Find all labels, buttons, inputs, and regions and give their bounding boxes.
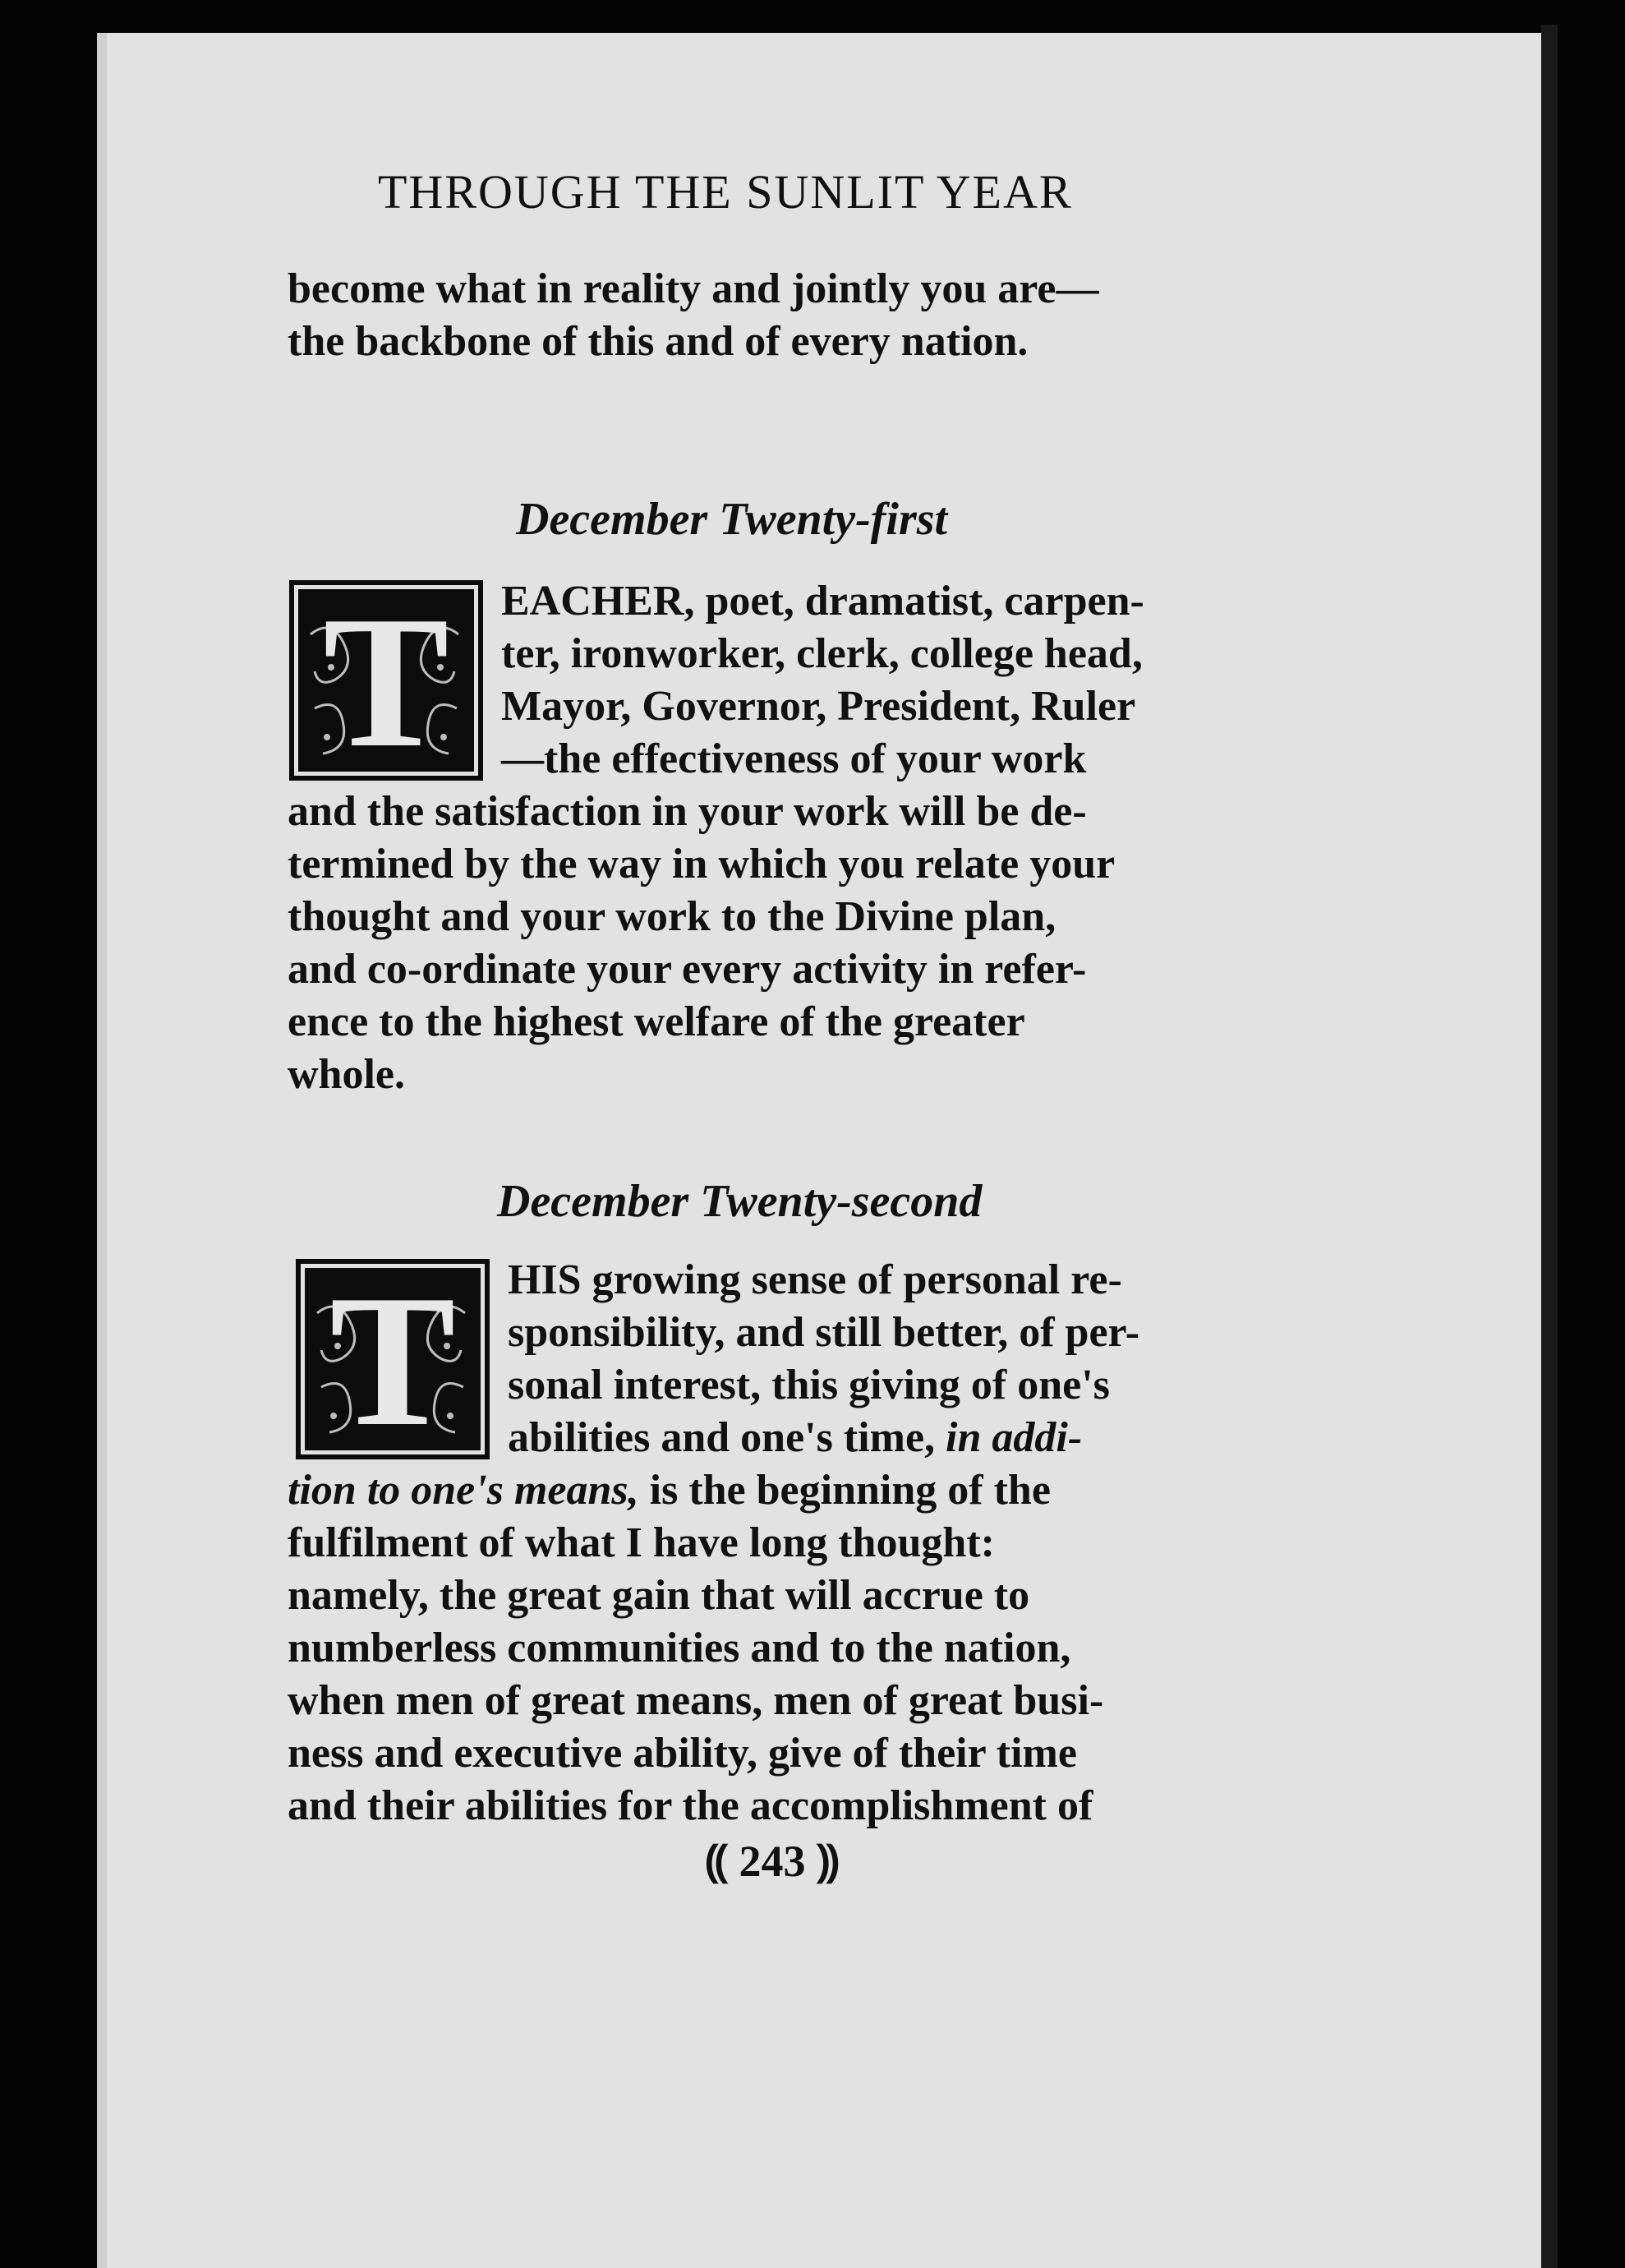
text-line: numberless communities and to the nation, <box>288 1625 1071 1671</box>
text-line: HIS growing sense of personal re- <box>508 1256 1122 1303</box>
text-segment: abilities and one's time, <box>508 1414 936 1461</box>
text-line: EACHER, poet, dramatist, carpen- <box>501 578 1144 625</box>
text-line: when men of great means, men of great busi- <box>288 1677 1104 1724</box>
bracket-left-icon: ⸨ <box>705 1837 739 1886</box>
page-number <box>665 1828 879 1889</box>
text-line: sonal interest, this giving of one's <box>508 1362 1110 1408</box>
text-line: —the effectiveness of your work <box>501 735 1087 782</box>
entry-paragraph-body <box>288 786 1216 1101</box>
text-line: thought and your work to the Divine plan, <box>288 893 1056 940</box>
text-line: and co-ordinate your every activity in refer- <box>288 946 1087 993</box>
book-page <box>107 33 1553 2268</box>
page-number-value: 243 <box>739 1837 806 1886</box>
entry-date: December Twenty-first <box>516 494 948 545</box>
entry-paragraph-body <box>288 1464 1216 1832</box>
drop-cap-ornament <box>289 577 483 786</box>
entry-date: December Twenty-second <box>497 1176 983 1227</box>
text-line: ence to the highest welfare of the greater <box>288 998 1025 1045</box>
italic-text-segment: in addi- <box>946 1414 1083 1461</box>
text-line <box>508 1412 1216 1464</box>
text-line: become what in reality and jointly you are— <box>288 265 1099 312</box>
entry-paragraph-head <box>501 575 1216 786</box>
page-edge <box>1541 25 1558 2268</box>
text-line: and the satisfaction in your work will be de- <box>288 788 1087 835</box>
text-line: and their abilities for the accomplishment of <box>288 1782 1093 1829</box>
italic-text-segment: tion to one's means, <box>288 1467 639 1514</box>
text-line: fulfilment of what I have long thought: <box>288 1519 995 1566</box>
running-head: THROUGH THE SUNLIT YEAR <box>378 165 1073 219</box>
entry-paragraph-head <box>508 1254 1216 1464</box>
text-line: ter, ironworker, clerk, college head, <box>501 630 1143 677</box>
text-line: Mayor, Governor, President, Ruler <box>501 683 1136 730</box>
text-line: ness and executive ability, give of their time <box>288 1730 1077 1777</box>
text-line: the backbone of this and of every nation. <box>288 318 1029 365</box>
drop-cap-ornament <box>296 1256 490 1465</box>
text-line: sponsibility, and still better, of per- <box>508 1309 1140 1356</box>
drop-cap-letter: T <box>329 1256 456 1465</box>
text-segment: is the beginning of the <box>649 1467 1051 1514</box>
text-line: namely, the great gain that will accrue to <box>288 1572 1030 1619</box>
bracket-right-icon: ⸩ <box>805 1837 840 1886</box>
text-line <box>288 1464 1216 1517</box>
drop-cap-letter: T <box>323 577 449 786</box>
text-line: whole. <box>288 1051 405 1098</box>
text-line: termined by the way in which you relate your <box>288 841 1116 887</box>
intro-paragraph <box>288 263 1216 368</box>
